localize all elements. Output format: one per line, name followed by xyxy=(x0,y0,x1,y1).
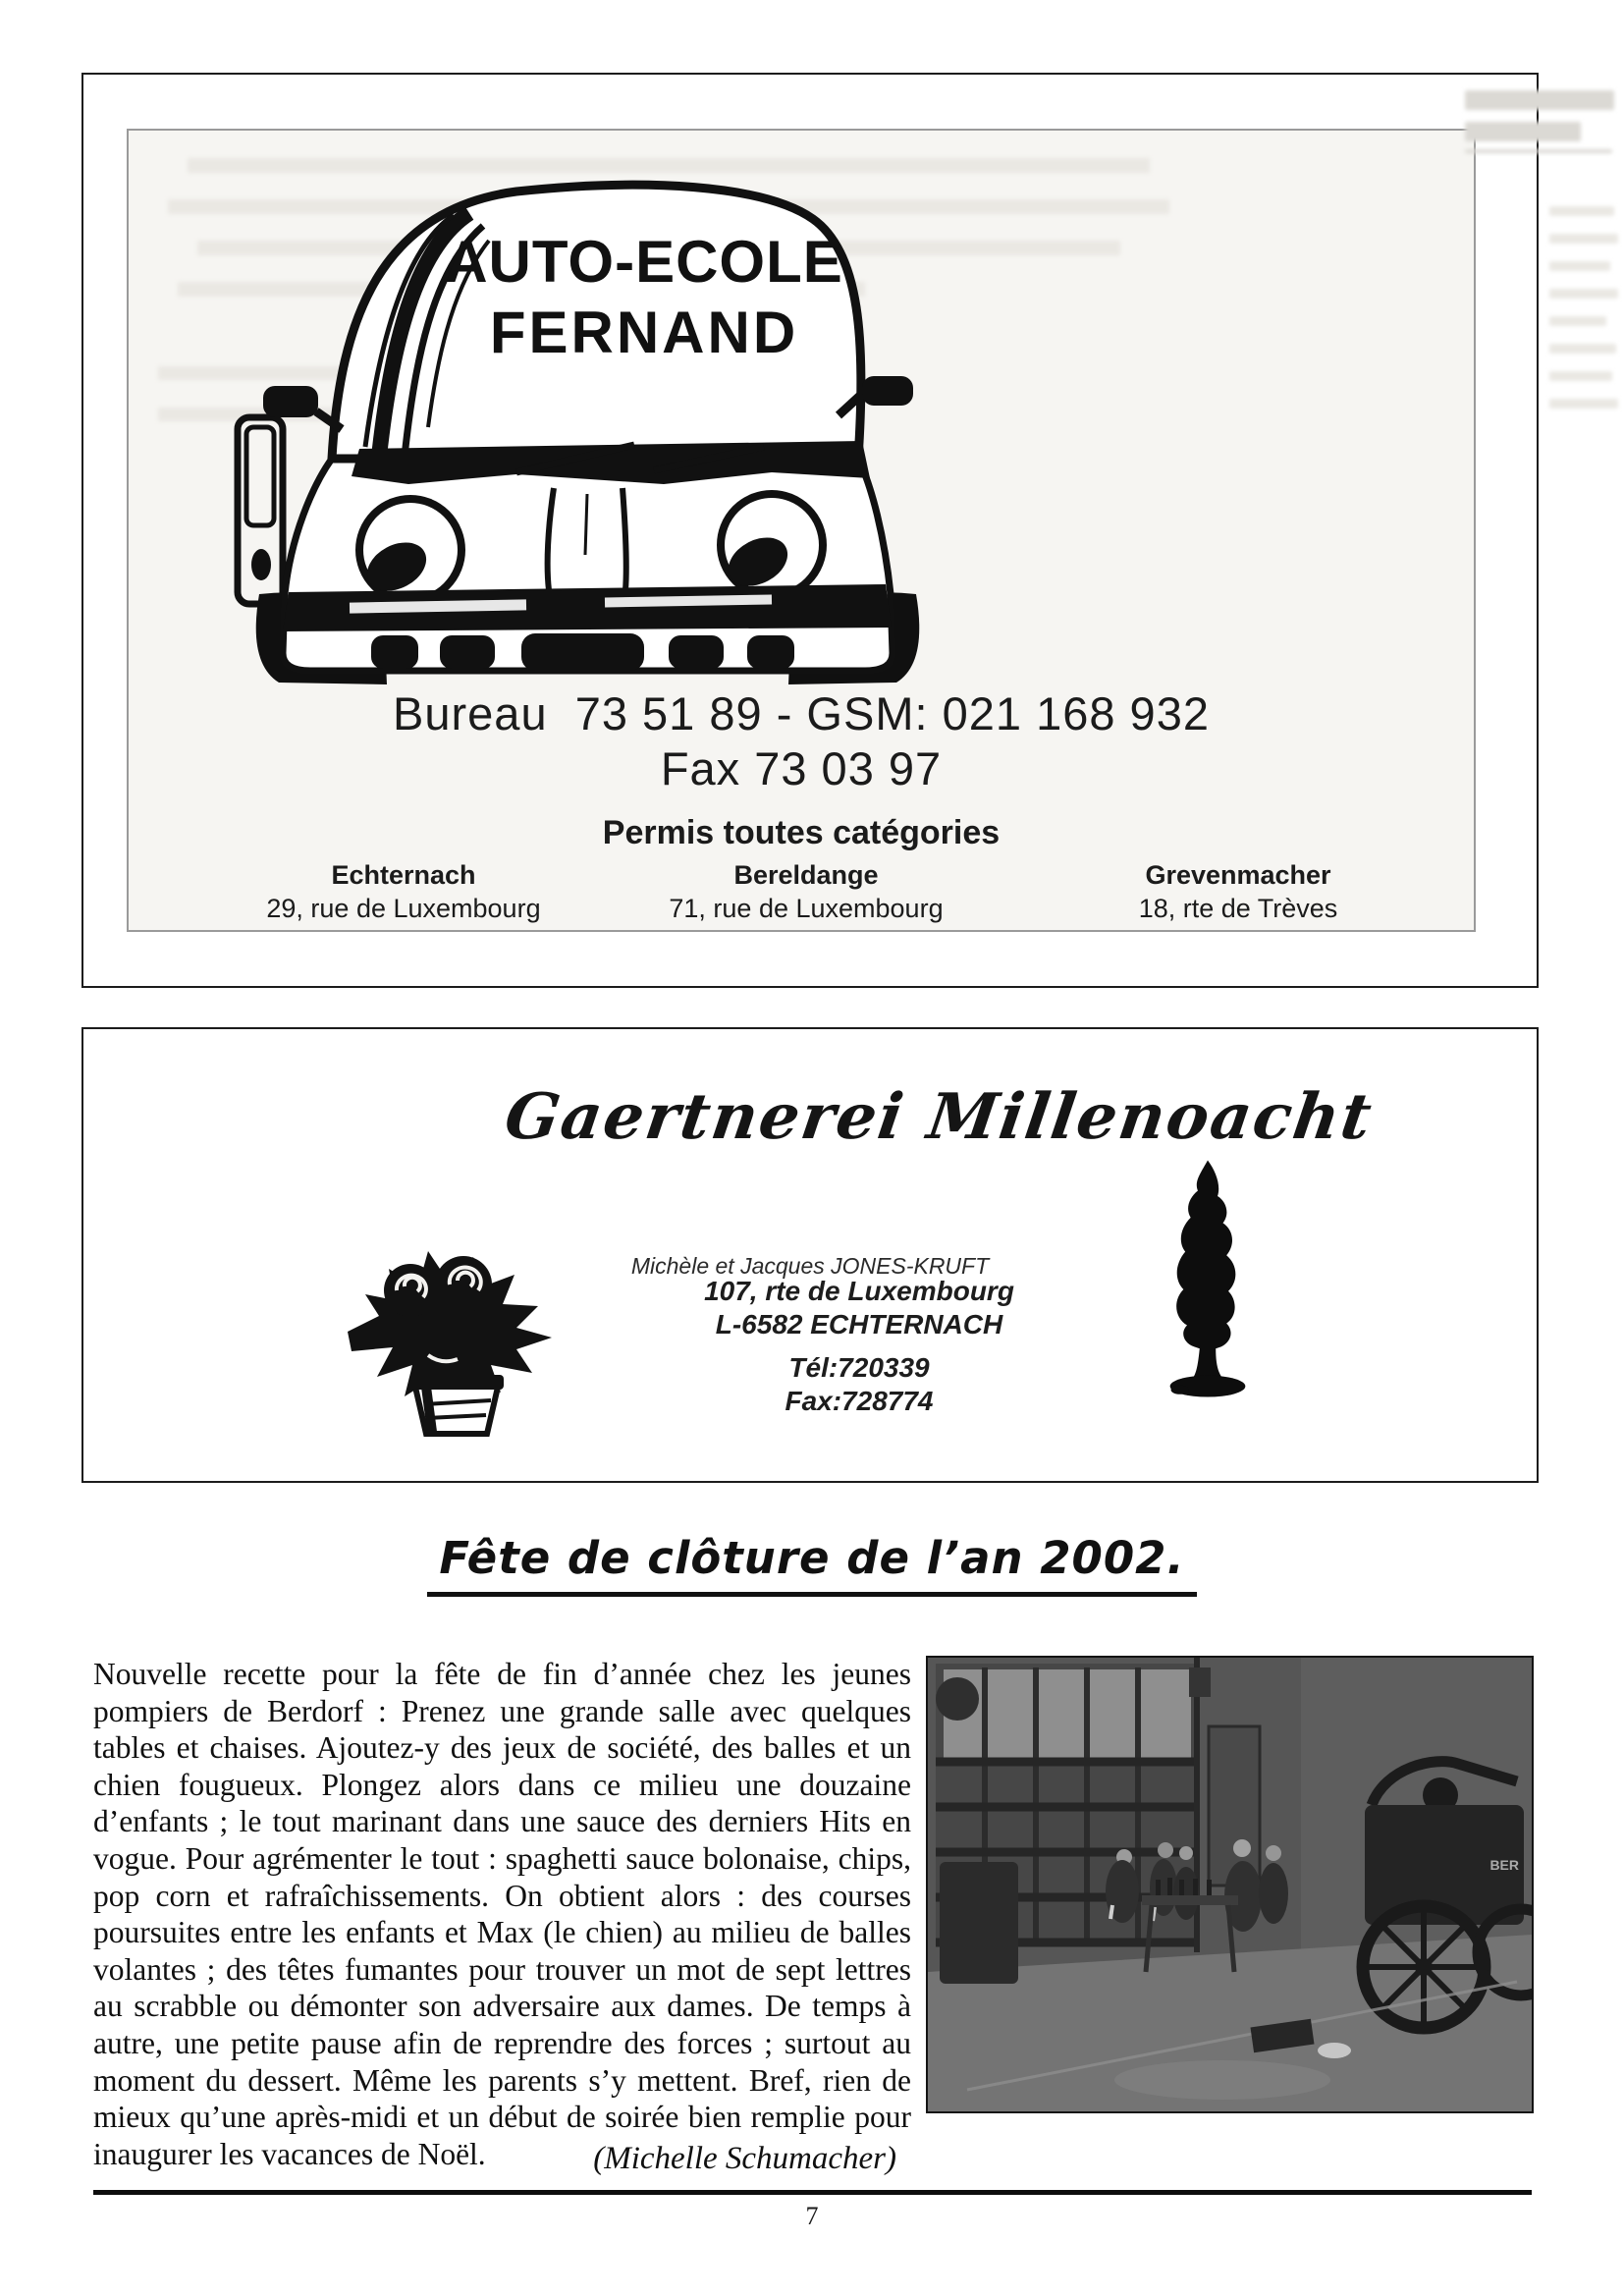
location-city: Echternach xyxy=(331,860,476,890)
bleedthrough-line xyxy=(1549,344,1616,354)
gaertnerei-title-text: Gaertnerei Millenoacht xyxy=(500,1080,1378,1154)
article-title: Fête de clôture de l’an 2002. xyxy=(427,1532,1196,1597)
tree-foliage xyxy=(1176,1160,1235,1381)
cypress-tree-drawing xyxy=(1162,1155,1254,1402)
location-city: Grevenmacher xyxy=(1145,860,1331,890)
gaertnerei-address-block xyxy=(604,1275,1114,1419)
car-left-door-sketch xyxy=(238,417,283,604)
bleedthrough-line xyxy=(1549,206,1614,216)
bleedthrough-line xyxy=(1549,289,1618,299)
gaertnerei-ad-box xyxy=(81,1027,1539,1483)
location-address: 18, rte de Trèves xyxy=(1138,893,1338,923)
gaertnerei-address-line1: 107, rte de Luxembourg xyxy=(704,1276,1014,1306)
auto-ecole-permits-line: Permis toutes catégories xyxy=(602,814,1001,851)
photo-table xyxy=(1142,1895,1238,1905)
auto-ecole-inner-frame xyxy=(127,129,1476,932)
auto-ecole-ad-box xyxy=(81,73,1539,988)
flowerpot-drawing xyxy=(334,1237,558,1440)
bleedthrough-line xyxy=(1549,399,1618,409)
photo-hose-reel xyxy=(936,1677,979,1721)
auto-ecole-location xyxy=(610,859,1002,926)
article-photo xyxy=(926,1656,1534,2113)
gaertnerei-address-line2: L-6582 ECHTERNACH xyxy=(715,1309,1003,1340)
auto-ecole-location xyxy=(1042,859,1435,926)
page-number: 7 xyxy=(805,2202,819,2230)
gaertnerei-title xyxy=(500,1080,1378,1154)
article-body: Nouvelle recette pour la fête de fin d’année chez les jeunes pompiers de Berdorf : Prenez une grande salle avec quelques tables et chaises. Ajoutez-y des jeux de société, des balles et un chien fougueux. Plongez alors dans ce milieu une douzaine d’enfants ; le tout marinant dans une sauce des derniers Hits en vogue. Pour agrémenter le tout : spaghetti sauce bolonaise, chips, pop corn et rafraîchissements. On obtient alors : des courses poursuites entre les enfants et Max (le chien) au milieu de balles volantes ; des têtes fumantes pour trouver un mot de sept lettres au scrabble ou démonter son adversaire aux dames. De temps à autre, une petite pause afin de reprendre des forces ; surtout au moment du dessert. Même les parents s’y mettent. Bref, rien de mieux qu’une après-midi et un début de soirée bien remplie pour inaugurer les vacances de Noël. xyxy=(93,1657,911,2171)
auto-ecole-phone-line: Bureau 73 51 89 - GSM: 021 168 932 xyxy=(393,687,1210,739)
garage-photo-scene xyxy=(928,1658,1532,2111)
gaertnerei-tel: Tél:720339 xyxy=(788,1352,930,1384)
auto-ecole-fax-line: Fax 73 03 97 xyxy=(660,742,943,794)
location-address: 71, rue de Luxembourg xyxy=(669,893,944,923)
article-author: (Michelle Schumacher) xyxy=(593,2141,896,2176)
car-mirror-left xyxy=(263,386,342,429)
bleedthrough-heading xyxy=(1465,90,1614,110)
bleedthrough-underline xyxy=(1465,149,1612,153)
photo-bin xyxy=(940,1862,1018,1984)
bleedthrough-line xyxy=(1549,234,1618,244)
bleedthrough-line xyxy=(1549,316,1606,326)
car-sign-line2: FERNAND xyxy=(489,300,799,365)
car-headlight-left xyxy=(358,499,461,601)
location-city: Bereldange xyxy=(733,860,879,890)
car-headlight-right xyxy=(720,494,823,596)
location-address: 29, rue de Luxembourg xyxy=(266,893,541,923)
gaertnerei-owners: Michèle et Jacques JONES-KRUFT xyxy=(630,1253,990,1279)
footer-rule xyxy=(93,2190,1532,2195)
gaertnerei-fax: Fax:728774 xyxy=(785,1386,934,1417)
photo-cabinet xyxy=(1209,1726,1260,1886)
photo-truck-marking: BER xyxy=(1489,1857,1519,1873)
bleedthrough-heading xyxy=(1465,122,1581,141)
car-drawing xyxy=(222,133,953,694)
car-sign-line1: AUTO-ECOLE xyxy=(445,229,843,295)
bleedthrough-line xyxy=(1549,261,1610,271)
auto-ecole-location xyxy=(207,859,600,926)
article-title-wrap xyxy=(0,1532,1624,1597)
bleedthrough-line xyxy=(1549,371,1612,381)
